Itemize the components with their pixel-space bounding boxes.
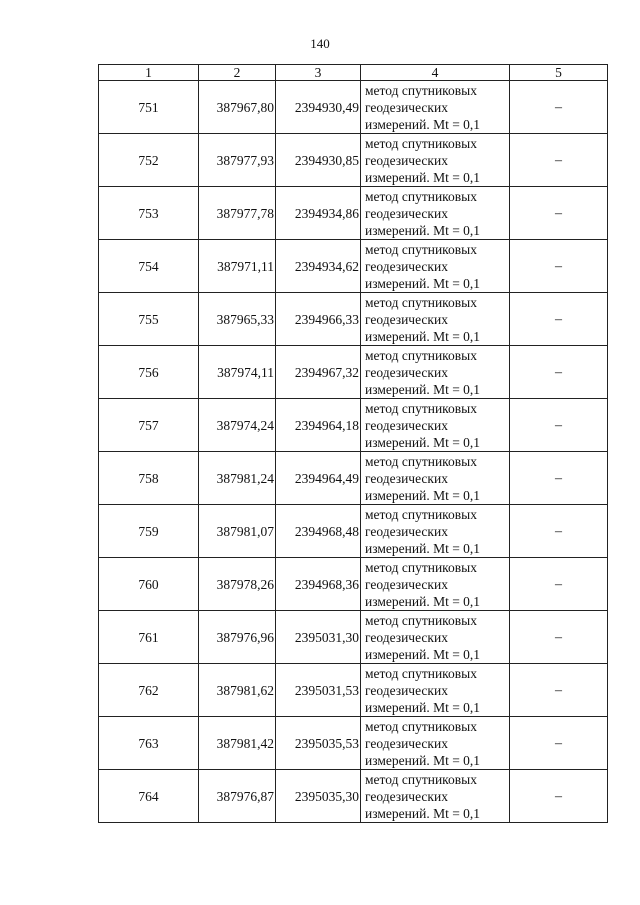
y-coordinate-cell: 2394966,33: [276, 293, 361, 346]
point-number-cell: 763: [99, 717, 199, 770]
y-coordinate-cell: 2394930,49: [276, 81, 361, 134]
y-coordinate-cell: 2394934,86: [276, 187, 361, 240]
point-number-cell: 757: [99, 399, 199, 452]
y-coordinate-cell: 2394967,32: [276, 346, 361, 399]
method-line: геодезических: [365, 629, 448, 645]
table-header: [99, 65, 608, 81]
x-coordinate-cell: 387978,26: [199, 558, 276, 611]
method-line: метод спутниковых: [365, 771, 477, 787]
point-number-cell: 754: [99, 240, 199, 293]
method-cell: [361, 505, 510, 558]
method-line: метод спутниковых: [365, 453, 477, 469]
header-col-4: 4: [361, 65, 510, 81]
method-line: геодезических: [365, 364, 448, 380]
method-line: измерений. Mt = 0,1: [365, 116, 481, 132]
method-line: геодезических: [365, 523, 448, 539]
point-number-cell: 758: [99, 452, 199, 505]
point-number-cell: 751: [99, 81, 199, 134]
table-row: [99, 293, 608, 346]
table-row: [99, 664, 608, 717]
point-number-cell: 760: [99, 558, 199, 611]
method-line: измерений. Mt = 0,1: [365, 593, 481, 609]
method-line: геодезических: [365, 576, 448, 592]
table-row: [99, 81, 608, 134]
note-cell: –: [510, 505, 608, 558]
method-line: метод спутниковых: [365, 188, 477, 204]
method-line: измерений. Mt = 0,1: [365, 169, 481, 185]
method-line: геодезических: [365, 205, 448, 221]
table-row: [99, 505, 608, 558]
x-coordinate-cell: 387974,11: [199, 346, 276, 399]
note-cell: –: [510, 187, 608, 240]
y-coordinate-cell: 2395035,53: [276, 717, 361, 770]
header-row: [99, 65, 608, 81]
method-line: измерений. Mt = 0,1: [365, 434, 481, 450]
method-line: измерений. Mt = 0,1: [365, 805, 481, 821]
y-coordinate-cell: 2394968,48: [276, 505, 361, 558]
method-line: метод спутниковых: [365, 82, 477, 98]
method-line: метод спутниковых: [365, 400, 477, 416]
x-coordinate-cell: 387976,96: [199, 611, 276, 664]
method-line: геодезических: [365, 152, 448, 168]
point-number-cell: 752: [99, 134, 199, 187]
header-col-3: 3: [276, 65, 361, 81]
y-coordinate-cell: 2395035,30: [276, 770, 361, 823]
header-col-1: 1: [99, 65, 199, 81]
note-cell: –: [510, 399, 608, 452]
method-cell: [361, 240, 510, 293]
note-cell: –: [510, 134, 608, 187]
table-row: [99, 399, 608, 452]
y-coordinate-cell: 2395031,30: [276, 611, 361, 664]
method-cell: [361, 558, 510, 611]
point-number-cell: 755: [99, 293, 199, 346]
method-line: метод спутниковых: [365, 347, 477, 363]
method-line: геодезических: [365, 470, 448, 486]
x-coordinate-cell: 387976,87: [199, 770, 276, 823]
point-number-cell: 759: [99, 505, 199, 558]
table-row: [99, 187, 608, 240]
method-line: измерений. Mt = 0,1: [365, 328, 481, 344]
note-cell: –: [510, 240, 608, 293]
x-coordinate-cell: 387965,33: [199, 293, 276, 346]
method-line: метод спутниковых: [365, 718, 477, 734]
table-body: [99, 81, 608, 823]
method-cell: [361, 187, 510, 240]
note-cell: –: [510, 664, 608, 717]
table-row: [99, 134, 608, 187]
x-coordinate-cell: 387981,24: [199, 452, 276, 505]
method-line: измерений. Mt = 0,1: [365, 540, 481, 556]
method-cell: [361, 293, 510, 346]
method-cell: [361, 346, 510, 399]
x-coordinate-cell: 387981,42: [199, 717, 276, 770]
table-row: [99, 346, 608, 399]
method-cell: [361, 399, 510, 452]
table-row: [99, 717, 608, 770]
point-number-cell: 761: [99, 611, 199, 664]
point-number-cell: 756: [99, 346, 199, 399]
y-coordinate-cell: 2394964,49: [276, 452, 361, 505]
table-row: [99, 452, 608, 505]
note-cell: –: [510, 717, 608, 770]
note-cell: –: [510, 293, 608, 346]
y-coordinate-cell: 2394930,85: [276, 134, 361, 187]
method-line: геодезических: [365, 788, 448, 804]
x-coordinate-cell: 387981,62: [199, 664, 276, 717]
method-line: геодезических: [365, 311, 448, 327]
point-number-cell: 762: [99, 664, 199, 717]
method-line: измерений. Mt = 0,1: [365, 487, 481, 503]
table-row: [99, 611, 608, 664]
method-cell: [361, 81, 510, 134]
y-coordinate-cell: 2394968,36: [276, 558, 361, 611]
method-line: геодезических: [365, 682, 448, 698]
table-row: [99, 558, 608, 611]
method-line: измерений. Mt = 0,1: [365, 646, 481, 662]
note-cell: –: [510, 558, 608, 611]
method-line: измерений. Mt = 0,1: [365, 381, 481, 397]
method-line: геодезических: [365, 417, 448, 433]
method-line: метод спутниковых: [365, 506, 477, 522]
method-cell: [361, 134, 510, 187]
method-line: измерений. Mt = 0,1: [365, 275, 481, 291]
header-col-5: 5: [510, 65, 608, 81]
y-coordinate-cell: 2394934,62: [276, 240, 361, 293]
header-col-2: 2: [199, 65, 276, 81]
note-cell: –: [510, 770, 608, 823]
method-line: метод спутниковых: [365, 241, 477, 257]
note-cell: –: [510, 81, 608, 134]
table-row: [99, 770, 608, 823]
x-coordinate-cell: 387977,78: [199, 187, 276, 240]
y-coordinate-cell: 2394964,18: [276, 399, 361, 452]
point-number-cell: 764: [99, 770, 199, 823]
note-cell: –: [510, 346, 608, 399]
point-number-cell: 753: [99, 187, 199, 240]
method-cell: [361, 664, 510, 717]
method-cell: [361, 452, 510, 505]
method-cell: [361, 717, 510, 770]
x-coordinate-cell: 387977,93: [199, 134, 276, 187]
coordinates-table: [98, 64, 608, 823]
method-line: измерений. Mt = 0,1: [365, 752, 481, 768]
y-coordinate-cell: 2395031,53: [276, 664, 361, 717]
method-line: геодезических: [365, 735, 448, 751]
x-coordinate-cell: 387981,07: [199, 505, 276, 558]
method-line: геодезических: [365, 258, 448, 274]
table-row: [99, 240, 608, 293]
x-coordinate-cell: 387967,80: [199, 81, 276, 134]
note-cell: –: [510, 611, 608, 664]
note-cell: –: [510, 452, 608, 505]
method-line: метод спутниковых: [365, 665, 477, 681]
method-line: геодезических: [365, 99, 448, 115]
method-cell: [361, 611, 510, 664]
method-line: измерений. Mt = 0,1: [365, 222, 481, 238]
method-line: метод спутниковых: [365, 559, 477, 575]
method-line: метод спутниковых: [365, 294, 477, 310]
method-cell: [361, 770, 510, 823]
method-line: измерений. Mt = 0,1: [365, 699, 481, 715]
page-number: 140: [310, 36, 330, 51]
x-coordinate-cell: 387971,11: [199, 240, 276, 293]
x-coordinate-cell: 387974,24: [199, 399, 276, 452]
method-line: метод спутниковых: [365, 135, 477, 151]
method-line: метод спутниковых: [365, 612, 477, 628]
